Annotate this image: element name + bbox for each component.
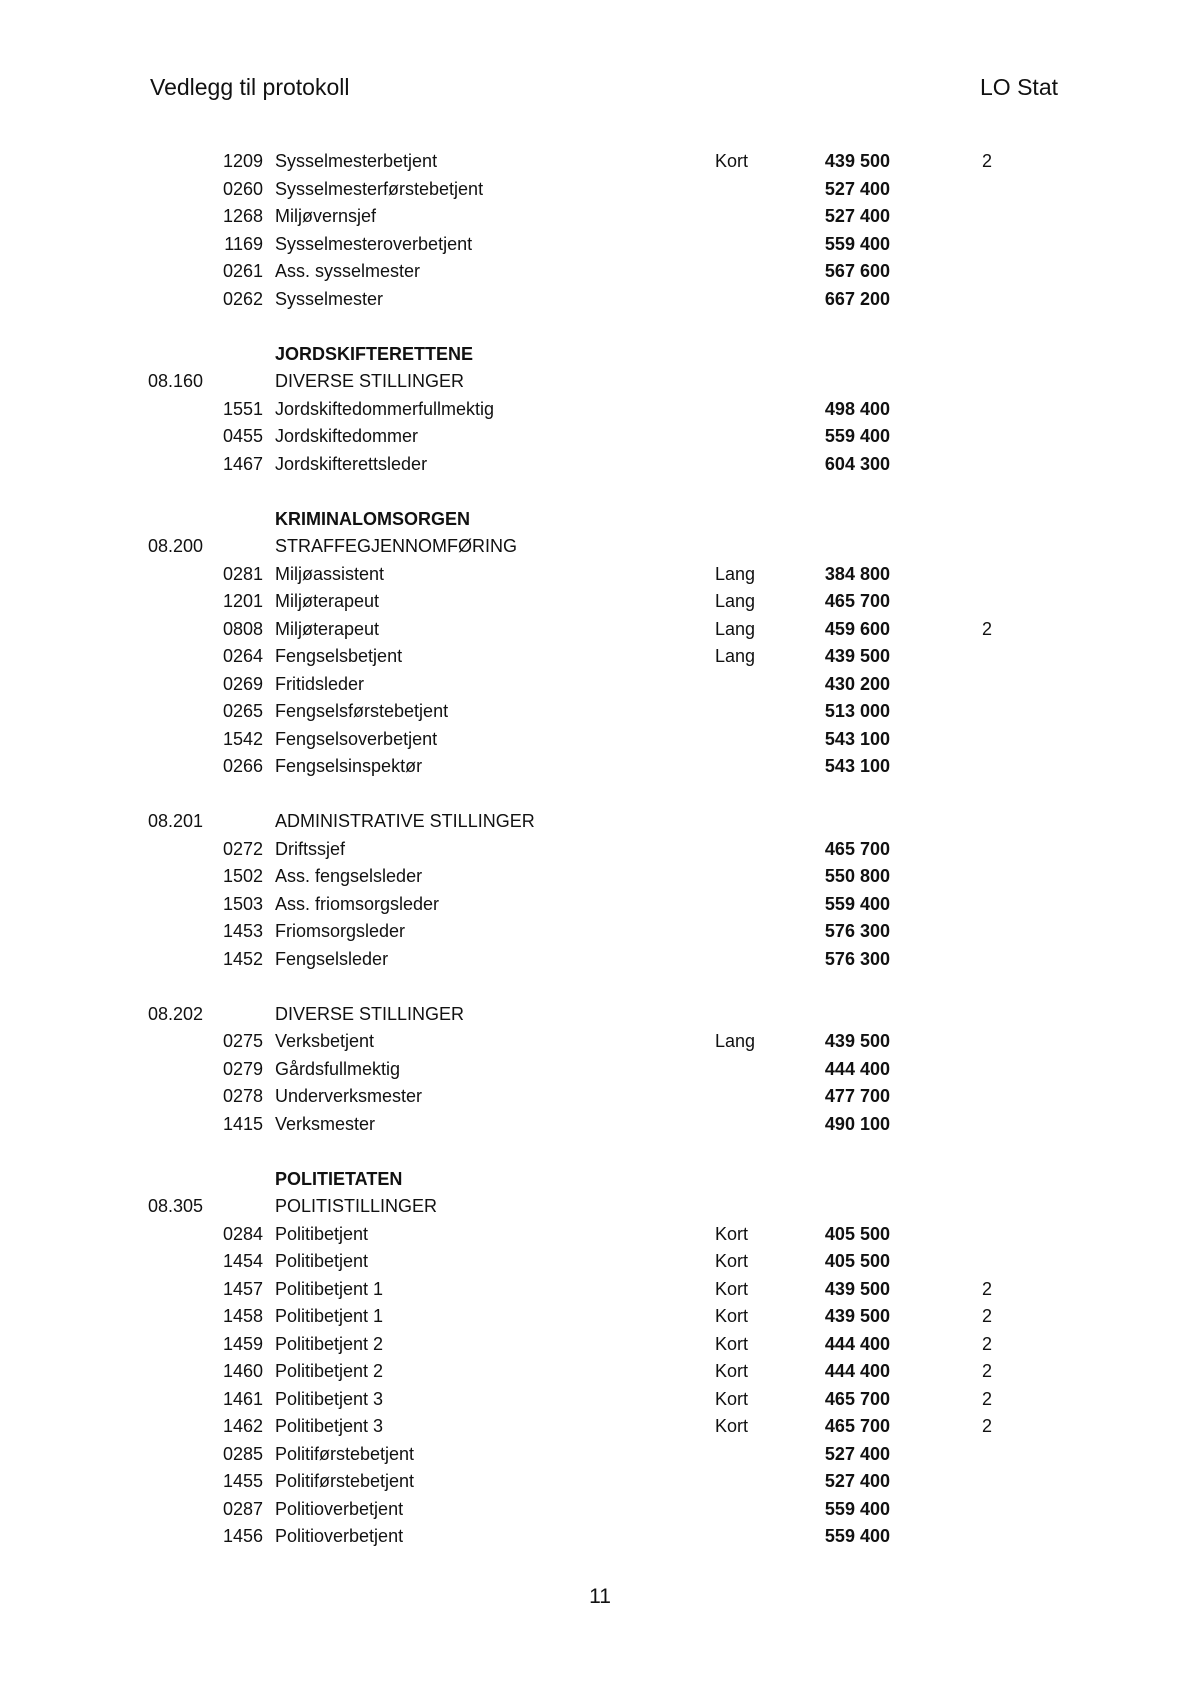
position-code: 1457: [222, 1278, 263, 1299]
position-code: 0266: [222, 756, 263, 776]
position-row: [0, 1523, 1200, 1551]
salary: 559 400: [824, 1498, 890, 1519]
position-title: Sysselmesterbetjent: [275, 151, 438, 171]
section-code: 08.160: [148, 371, 204, 391]
position-title: Fengselsoverbetjent: [275, 728, 438, 749]
position-title: Fengselsleder: [275, 948, 389, 969]
position-title: Politibetjent: [275, 1223, 369, 1244]
position-row: [0, 451, 1200, 479]
position-row: [0, 1056, 1200, 1084]
salary: 444 400: [824, 1361, 890, 1381]
position-code: 1268: [222, 206, 263, 226]
position-code: 0281: [222, 563, 263, 584]
ladder-length: Lang: [715, 563, 756, 584]
ladder-length: Kort: [715, 1251, 749, 1271]
salary: 527 400: [824, 178, 890, 199]
salary: 444 400: [824, 1058, 890, 1079]
footnote-ref: 2: [982, 1361, 993, 1381]
ladder-length: Kort: [715, 1416, 749, 1436]
position-title: Miljøterapeut: [275, 591, 380, 611]
position-title: Sysselmester: [275, 288, 384, 309]
position-title: Verksbetjent: [275, 1031, 375, 1051]
agency-title: KRIMINALOMSORGEN: [275, 508, 470, 529]
position-row: [0, 753, 1200, 781]
position-row: [0, 918, 1200, 946]
position-code: 1502: [222, 866, 263, 886]
salary: 405 500: [824, 1223, 890, 1244]
position-code: 0808: [222, 618, 263, 639]
position-row: [0, 726, 1200, 754]
position-code: 1452: [222, 948, 263, 969]
footnote-ref: 2: [982, 151, 993, 171]
position-code: 1458: [222, 1306, 263, 1326]
position-code: 0260: [222, 178, 263, 199]
position-row: [0, 1386, 1200, 1414]
position-code: 0261: [222, 261, 263, 281]
salary: 465 700: [824, 838, 890, 859]
position-row: [0, 1358, 1200, 1386]
salary: 439 500: [824, 1306, 890, 1326]
position-title: Underverksmester: [275, 1086, 423, 1106]
position-row: [0, 176, 1200, 204]
position-title: Politibetjent 2: [275, 1361, 384, 1381]
position-row: [0, 1111, 1200, 1139]
position-row: [0, 1331, 1200, 1359]
position-code: 1169: [224, 233, 263, 254]
position-title: Jordskiftedommer: [275, 426, 419, 446]
position-title: Fengselsførstebetjent: [275, 701, 449, 721]
salary: 439 500: [824, 1031, 890, 1051]
footnote-ref: 2: [982, 618, 993, 639]
position-code: 0262: [222, 288, 263, 309]
agency-heading: [0, 341, 1200, 369]
position-title: Politibetjent 3: [275, 1388, 384, 1409]
salary: 543 100: [824, 756, 890, 776]
salary: 490 100: [824, 1113, 890, 1134]
salary: 604 300: [824, 453, 890, 474]
position-code: 0264: [222, 646, 263, 666]
position-row: [0, 258, 1200, 286]
section-code: 08.200: [148, 536, 204, 556]
agency-title: JORDSKIFTERETTENE: [275, 343, 474, 364]
position-code: 0275: [222, 1031, 263, 1051]
section-code: 08.305: [148, 1196, 204, 1216]
position-row: [0, 946, 1200, 974]
section-title: ADMINISTRATIVE STILLINGER: [275, 811, 535, 831]
salary: 550 800: [824, 866, 890, 886]
position-list: [0, 148, 1200, 1551]
salary: 559 400: [824, 893, 890, 914]
position-row: [0, 1441, 1200, 1469]
position-title: Politibetjent 2: [275, 1333, 384, 1354]
position-code: 0269: [222, 673, 263, 694]
ladder-length: Kort: [715, 1278, 749, 1299]
salary: 559 400: [824, 426, 890, 446]
position-title: Politioverbetjent: [275, 1498, 404, 1519]
position-title: Politibetjent 3: [275, 1416, 384, 1436]
salary: 667 200: [824, 288, 890, 309]
section-title: STRAFFEGJENNOMFØRING: [275, 536, 517, 556]
section-code: 08.202: [148, 1003, 204, 1024]
footnote-ref: 2: [982, 1388, 993, 1409]
ladder-length: Kort: [715, 1306, 749, 1326]
position-code: 1415: [222, 1113, 263, 1134]
position-row: [0, 1496, 1200, 1524]
position-title: Ass. fengselsleder: [275, 866, 423, 886]
ladder-length: Kort: [715, 1361, 749, 1381]
position-title: Politioverbetjent: [275, 1526, 404, 1546]
spacer: [0, 781, 1200, 809]
position-row: [0, 588, 1200, 616]
position-title: Ass. sysselmester: [275, 261, 421, 281]
position-row: [0, 1028, 1200, 1056]
footnote-ref: 2: [982, 1416, 993, 1436]
position-title: Politiførstebetjent: [275, 1471, 415, 1491]
salary: 576 300: [824, 921, 890, 941]
section-heading: [0, 1193, 1200, 1221]
ladder-length: Kort: [715, 151, 749, 171]
position-code: 1453: [222, 921, 263, 941]
position-code: 1461: [222, 1388, 263, 1409]
position-title: Jordskifterettsleder: [275, 453, 428, 474]
salary: 559 400: [824, 233, 890, 254]
salary: 465 700: [824, 1388, 890, 1409]
salary: 465 700: [824, 591, 890, 611]
ladder-length: Kort: [715, 1223, 749, 1244]
position-code: 0284: [222, 1223, 263, 1244]
position-title: Politibetjent 1: [275, 1306, 384, 1326]
position-row: [0, 203, 1200, 231]
ladder-length: Lang: [715, 646, 756, 666]
agency-title: POLITIETATEN: [275, 1168, 403, 1189]
position-title: Politibetjent 1: [275, 1278, 384, 1299]
agency-heading: [0, 1166, 1200, 1194]
position-title: Politibetjent: [275, 1251, 369, 1271]
position-code: 1209: [222, 151, 263, 171]
position-row: [0, 643, 1200, 671]
position-title: Fengselsinspektør: [275, 756, 423, 776]
position-row: [0, 616, 1200, 644]
ladder-length: Kort: [715, 1388, 749, 1409]
salary: 430 200: [824, 673, 890, 694]
position-row: [0, 698, 1200, 726]
agency-heading: [0, 506, 1200, 534]
ladder-length: Lang: [715, 618, 756, 639]
position-code: 0455: [222, 426, 263, 446]
position-row: [0, 863, 1200, 891]
position-code: 1459: [222, 1333, 263, 1354]
section-heading: [0, 808, 1200, 836]
position-title: Verksmester: [275, 1113, 376, 1134]
position-code: 1462: [222, 1416, 263, 1436]
section-title: POLITISTILLINGER: [275, 1196, 438, 1216]
section-code: 08.201: [148, 811, 204, 831]
position-title: Miljøvernsjef: [275, 206, 377, 226]
salary: 439 500: [824, 646, 890, 666]
position-title: Jordskiftedommerfullmektig: [275, 398, 495, 419]
salary: 439 500: [824, 151, 890, 171]
spacer: [0, 973, 1200, 1001]
position-code: 0265: [222, 701, 263, 721]
footnote-ref: 2: [982, 1306, 993, 1326]
position-row: [0, 148, 1200, 176]
position-code: 0285: [222, 1443, 263, 1464]
salary: 384 800: [824, 563, 890, 584]
position-title: Friomsorgsleder: [275, 921, 406, 941]
salary: 559 400: [824, 1526, 890, 1546]
position-title: Miljøterapeut: [275, 618, 380, 639]
position-row: [0, 1413, 1200, 1441]
salary: 498 400: [824, 398, 890, 419]
position-title: Sysselmesteroverbetjent: [275, 233, 473, 254]
ladder-length: Lang: [715, 1031, 756, 1051]
position-code: 1460: [222, 1361, 263, 1381]
ladder-length: Lang: [715, 591, 756, 611]
salary: 567 600: [824, 261, 890, 281]
position-title: Fengselsbetjent: [275, 646, 403, 666]
position-row: [0, 1276, 1200, 1304]
position-code: 0272: [222, 838, 263, 859]
position-row: [0, 231, 1200, 259]
page-number: 11: [589, 1585, 611, 1608]
section-title: DIVERSE STILLINGER: [275, 371, 465, 391]
position-title: Politiførstebetjent: [275, 1443, 415, 1464]
position-title: Fritidsleder: [275, 673, 365, 694]
position-title: Ass. friomsorgsleder: [275, 893, 440, 914]
position-code: 1455: [222, 1471, 263, 1491]
salary: 543 100: [824, 728, 890, 749]
salary: 477 700: [824, 1086, 890, 1106]
position-row: [0, 1468, 1200, 1496]
salary: 405 500: [824, 1251, 890, 1271]
position-row: [0, 561, 1200, 589]
position-code: 0279: [222, 1058, 263, 1079]
section-heading: [0, 533, 1200, 561]
section-heading: [0, 368, 1200, 396]
spacer: [0, 478, 1200, 506]
salary: 527 400: [824, 206, 890, 226]
ladder-length: Kort: [715, 1333, 749, 1354]
position-row: [0, 396, 1200, 424]
position-row: [0, 891, 1200, 919]
position-row: [0, 836, 1200, 864]
section-heading: [0, 1001, 1200, 1029]
salary: 513 000: [824, 701, 890, 721]
position-row: [0, 1221, 1200, 1249]
position-row: [0, 1083, 1200, 1111]
position-title: Gårdsfullmektig: [275, 1058, 401, 1079]
position-title: Miljøassistent: [275, 563, 385, 584]
salary: 444 400: [824, 1333, 890, 1354]
section-title: DIVERSE STILLINGER: [275, 1003, 465, 1024]
spacer: [0, 1138, 1200, 1166]
position-code: 1503: [222, 893, 263, 914]
footnote-ref: 2: [982, 1333, 993, 1354]
footnote-ref: 2: [982, 1278, 993, 1299]
salary: 576 300: [824, 948, 890, 969]
salary: 527 400: [824, 1443, 890, 1464]
position-code: 0287: [222, 1498, 263, 1519]
position-title: Driftssjef: [275, 838, 346, 859]
position-code: 1542: [222, 728, 263, 749]
salary: 527 400: [824, 1471, 890, 1491]
header-left: Vedlegg til protokoll: [150, 74, 350, 100]
position-code: 1454: [222, 1251, 263, 1271]
position-title: Sysselmesterførstebetjent: [275, 178, 484, 199]
salary: 459 600: [824, 618, 890, 639]
position-row: [0, 671, 1200, 699]
position-row: [0, 1248, 1200, 1276]
position-code: 1467: [222, 453, 263, 474]
position-row: [0, 423, 1200, 451]
position-code: 0278: [222, 1086, 263, 1106]
position-code: 1201: [222, 591, 263, 611]
header-right: LO Stat: [980, 74, 1058, 100]
spacer: [0, 313, 1200, 341]
salary: 439 500: [824, 1278, 890, 1299]
position-code: 1456: [222, 1526, 263, 1546]
position-row: [0, 286, 1200, 314]
position-row: [0, 1303, 1200, 1331]
salary: 465 700: [824, 1416, 890, 1436]
position-code: 1551: [222, 398, 263, 419]
